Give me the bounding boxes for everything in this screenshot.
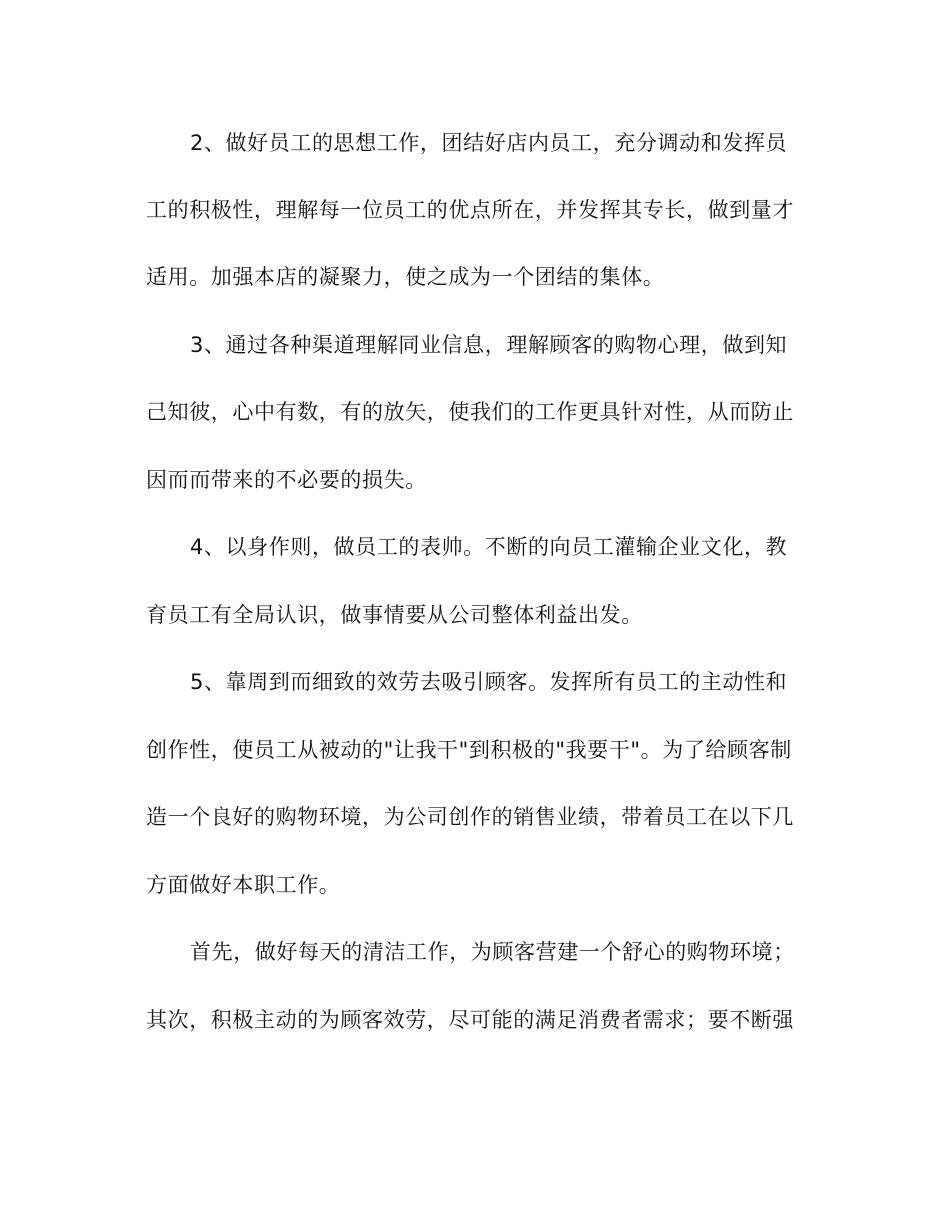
paragraph-4-line-2: 育员工有全局认识，做事情要从公司整体利益出发。 — [146, 603, 643, 627]
paragraph-6-line-1: 首先，做好每天的清洁工作，为顾客营建一个舒心的购物环境； — [190, 940, 795, 964]
paragraph-2-line-2: 工的积极性，理解每一位员工的优点所在，并发挥其专长，做到量才 — [146, 198, 794, 222]
paragraph-2-line-1: 2、做好员工的思想工作，团结好店内员工，充分调动和发挥员 — [190, 131, 788, 155]
paragraph-6-line-2: 其次，积极主动的为顾客效劳，尽可能的满足消费者需求；要不断强 — [146, 1008, 794, 1032]
paragraph-5-line-3: 造一个良好的购物环境，为公司创作的销售业绩，带着员工在以下几 — [146, 805, 794, 829]
paragraph-5-line-4: 方面做好本职工作。 — [146, 873, 341, 897]
paragraph-3-line-3: 因而而带来的不必要的损失。 — [146, 468, 427, 492]
paragraph-3-line-2: 己知彼，心中有数，有的放矢，使我们的工作更具针对性，从而防止 — [146, 400, 794, 424]
paragraph-5-line-2: 创作性，使员工从被动的"让我干"到积极的"我要干"。为了给顾客制 — [146, 738, 792, 762]
paragraph-4-line-1: 4、以身作则，做员工的表帅。不断的向员工灌输企业文化，教 — [190, 535, 788, 559]
paragraph-3-line-1: 3、通过各种渠道理解同业信息，理解顾客的购物心理，做到知 — [190, 333, 788, 357]
paragraph-5-line-1: 5、靠周到而细致的效劳去吸引顾客。发挥所有员工的主动性和 — [190, 670, 788, 694]
paragraph-2-line-3: 适用。加强本店的凝聚力，使之成为一个团结的集体。 — [146, 265, 665, 289]
